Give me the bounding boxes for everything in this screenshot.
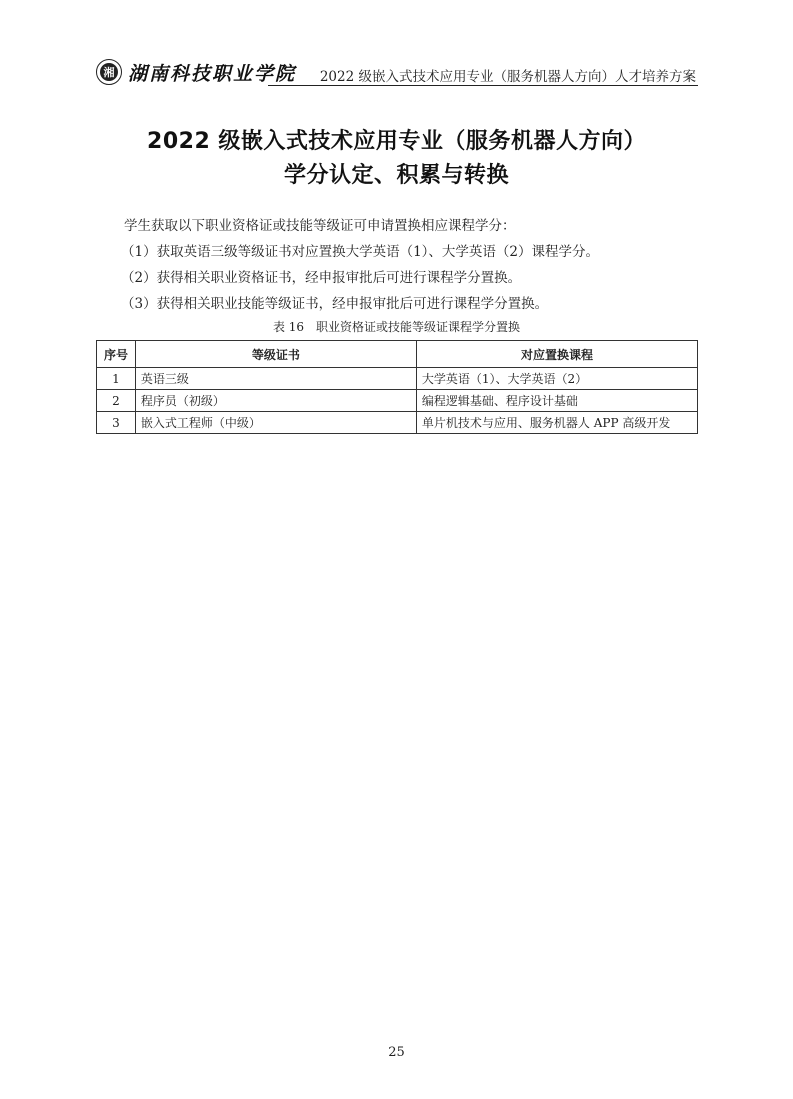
table-row: [97, 368, 698, 390]
list-item-3: （3）获得相关职业技能等级证书，经申报审批后可进行课程学分置换。: [121, 296, 549, 312]
header-cell-certificate: 等级证书: [135, 341, 416, 368]
table-caption: 表 16 职业资格证或技能等级证课程学分置换: [272, 320, 521, 334]
table-row: [97, 390, 698, 412]
credit-transfer-table: [96, 340, 698, 434]
list-item-2: （2）获得相关职业资格证书，经申报审批后可进行课程学分置换。: [121, 270, 522, 286]
header-divider: [268, 85, 698, 86]
header-cell-course: 对应置换课程: [416, 341, 697, 368]
page-number: 25: [388, 1045, 405, 1060]
header-cell-index: 序号: [97, 341, 136, 368]
row-index: 3: [97, 412, 136, 434]
school-seal-icon: [96, 59, 122, 85]
seal-glyph: 湘: [100, 63, 118, 81]
table-header-row: [97, 341, 698, 368]
row-certificate: 程序员（初级）: [135, 390, 416, 412]
page-title-line1: 2022 级嵌入式技术应用专业（服务机器人方向）: [147, 129, 646, 154]
list-item-1: （1）获取英语三级等级证书对应置换大学英语（1）、大学英语（2）课程学分。: [121, 244, 600, 260]
intro-paragraph: 学生获取以下职业资格证或技能等级证可申请置换相应课程学分：: [124, 218, 516, 234]
page-title-line2: 学分认定、积累与转换: [283, 163, 509, 188]
header-doc-title: 2022 级嵌入式技术应用专业（服务机器人方向）人才培养方案: [319, 69, 696, 85]
row-course: 单片机技术与应用、服务机器人 APP 高级开发: [416, 412, 697, 434]
row-certificate: 嵌入式工程师（中级）: [135, 412, 416, 434]
row-certificate: 英语三级: [135, 368, 416, 390]
row-course: 大学英语（1）、大学英语（2）: [416, 368, 697, 390]
school-logo: [96, 57, 296, 87]
row-index: 2: [97, 390, 136, 412]
page-header: [96, 54, 698, 90]
row-course: 编程逻辑基础、程序设计基础: [416, 390, 697, 412]
table-row: [97, 412, 698, 434]
row-index: 1: [97, 368, 136, 390]
school-name: 湖南科技职业学院: [128, 62, 297, 85]
